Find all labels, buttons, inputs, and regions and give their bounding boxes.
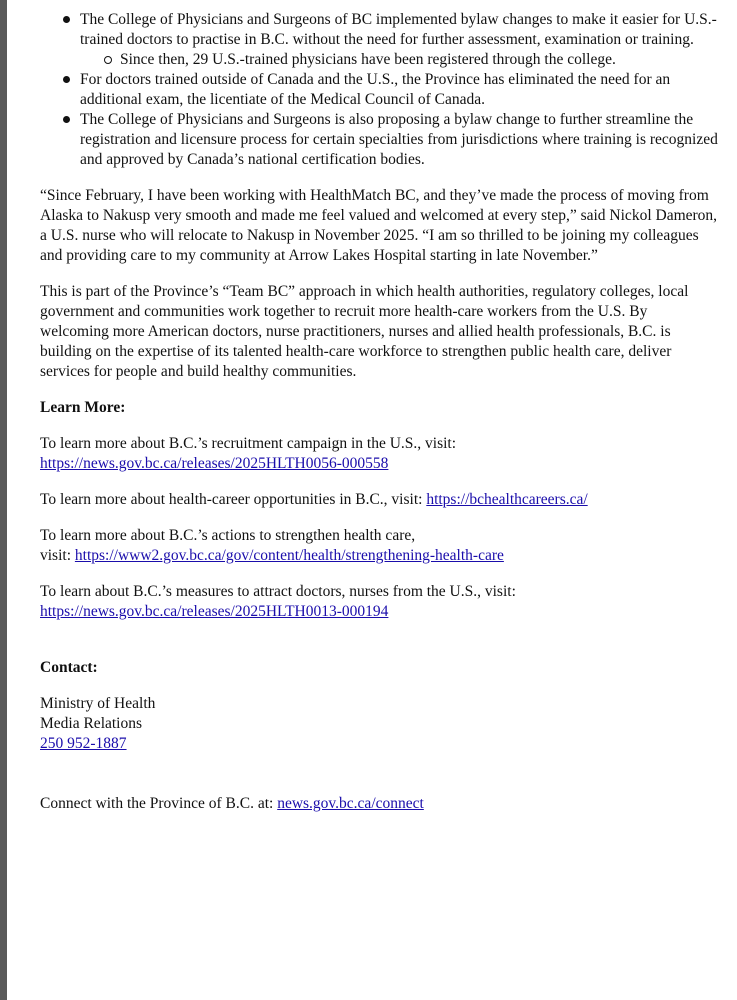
connect-line	[40, 794, 737, 814]
page-left-border	[0, 0, 7, 1000]
paragraph-line: services for people and build healthy communities.	[40, 363, 357, 380]
paragraph-line: welcoming more American doctors, nurse practitioners, nurses and allied health professionals, B.C. is	[40, 323, 671, 340]
contact-dept: Media Relations	[40, 715, 143, 732]
learn-more-item-recruitment	[40, 434, 737, 474]
paragraph-line: Alaska to Nakusp very smooth and made me feel valued and welcomed at every step,” said Nickol Dameron,	[40, 207, 718, 224]
contact-block	[40, 694, 737, 754]
paragraph-line: building on the expertise of its talented health-care workforce to strengthen public health care, deliver	[40, 343, 672, 360]
sub-bullet-item: Since then, 29 U.S.-trained physicians have been registered through the college.	[80, 50, 737, 70]
paragraph-line: government and communities work together to recruit more health-care workers from the U.S. By	[40, 303, 648, 320]
paragraph-line: This is part of the Province’s “Team BC” approach in which health authorities, regulatory colleges, local	[40, 283, 689, 300]
bullet-line: additional exam, the licentiate of the Medical Council of Canada.	[80, 91, 486, 108]
strengthening-health-care-link[interactable]: https://www2.gov.bc.ca/gov/content/health/strengthening-health-care	[74, 547, 504, 564]
bullet-line: For doctors trained outside of Canada and the U.S., the Province has eliminated the need for an	[80, 71, 671, 88]
document-content	[40, 10, 737, 814]
health-careers-link[interactable]: https://bchealthcareers.ca/	[426, 491, 588, 508]
quote-paragraph	[40, 186, 737, 266]
paragraph-line: and providing care to my community at Arrow Lakes Hospital starting in late November.”	[40, 247, 598, 264]
bullet-line: The College of Physicians and Surgeons of BC implemented bylaw changes to make it easier for U.S.-	[80, 11, 717, 28]
learn-more-item-strengthen	[40, 526, 737, 566]
bullet-line: trained doctors to practise in B.C. without the need for further assessment, examination or training.	[80, 31, 694, 48]
bullet-item-cpsbc-bylaw	[40, 10, 737, 70]
recruitment-campaign-link[interactable]: https://news.gov.bc.ca/releases/2025HLTH0056-000558	[40, 455, 389, 472]
contact-org: Ministry of Health	[40, 695, 156, 712]
learn-more-text: To learn more about health-career opportunities in B.C., visit:	[40, 491, 427, 508]
learn-more-text: To learn about B.C.’s measures to attract doctors, nurses from the U.S., visit:	[40, 583, 516, 600]
contact-heading: Contact:	[40, 659, 98, 676]
paragraph-line: “Since February, I have been working with HealthMatch BC, and they’ve made the process of moving from	[40, 187, 709, 204]
bullet-item-exam-eliminated	[40, 70, 737, 110]
learn-more-visit-prefix: visit:	[40, 547, 75, 564]
bullet-line: and approved by Canada’s national certification bodies.	[80, 151, 425, 168]
learn-more-text: To learn more about B.C.’s recruitment campaign in the U.S., visit:	[40, 435, 457, 452]
paragraph-line: a U.S. nurse who will relocate to Nakusp in November 2025. “I am so thrilled to be joining my colleagues	[40, 227, 699, 244]
connect-link[interactable]: news.gov.bc.ca/connect	[277, 795, 424, 812]
learn-more-item-attract	[40, 582, 737, 622]
attract-doctors-link[interactable]: https://news.gov.bc.ca/releases/2025HLTH0013-000194	[40, 603, 389, 620]
learn-more-heading: Learn More:	[40, 399, 126, 416]
learn-more-text: To learn more about B.C.’s actions to strengthen health care,	[40, 527, 416, 544]
bullet-list	[40, 10, 737, 170]
bullet-item-streamline-proposal	[40, 110, 737, 170]
sub-bullet-list	[80, 50, 737, 70]
bullet-line: registration and licensure process for certain specialties from jurisdictions where training is recognized	[80, 131, 718, 148]
contact-phone-link[interactable]: 250 952-1887	[40, 735, 127, 752]
learn-more-item-careers	[40, 490, 737, 510]
connect-text: Connect with the Province of B.C. at:	[40, 795, 278, 812]
team-bc-paragraph	[40, 282, 737, 382]
bullet-line: The College of Physicians and Surgeons is also proposing a bylaw change to further streamline the	[80, 111, 694, 128]
